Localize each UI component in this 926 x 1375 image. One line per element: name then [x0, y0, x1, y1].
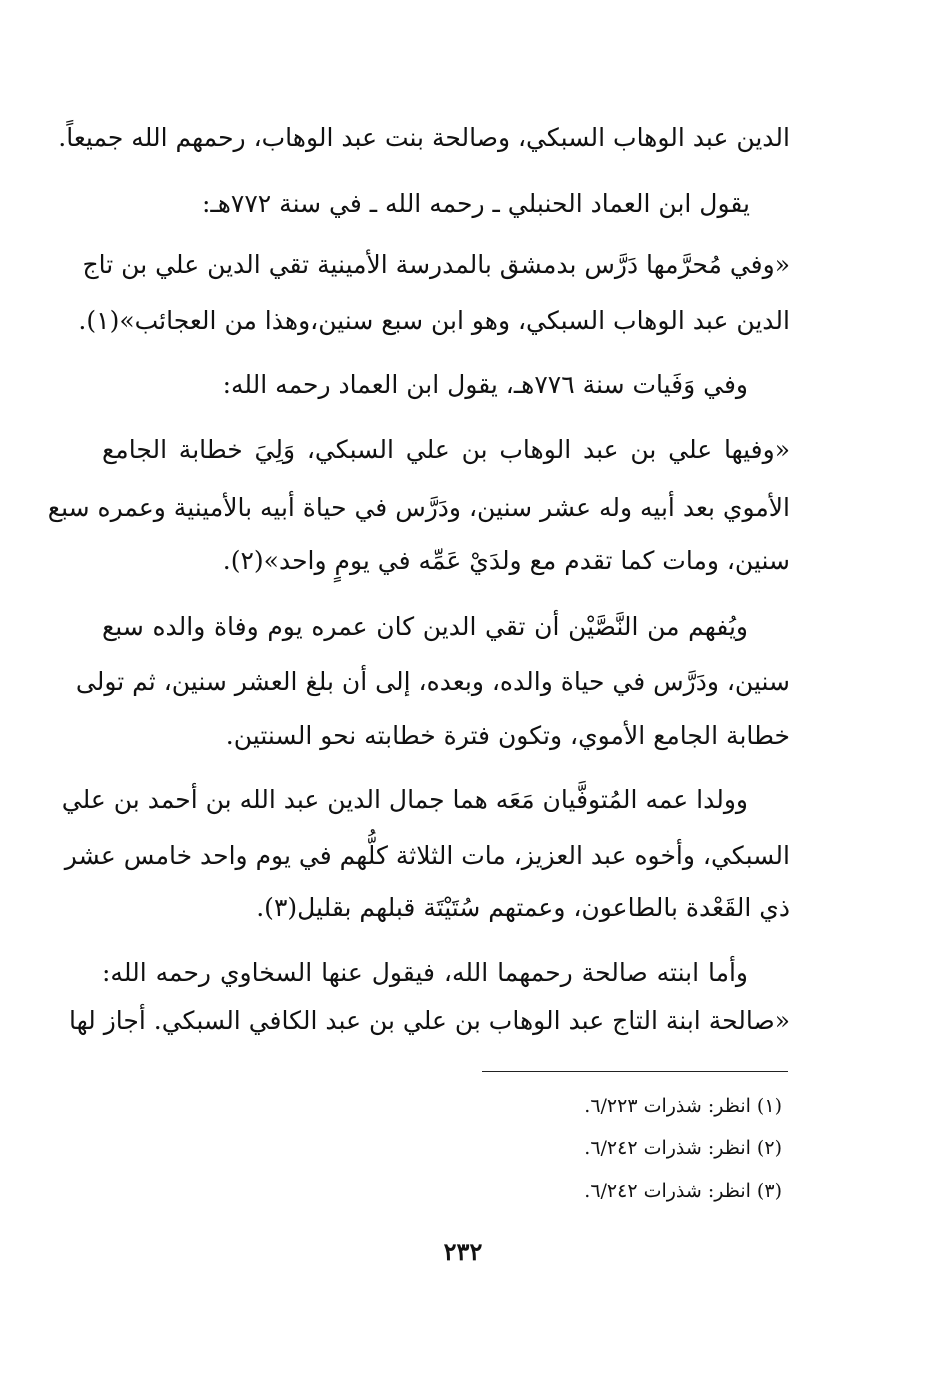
text-line-7: الأموي بعد أبيه وله عشر سنين، ودَرَّس في حياة أبيه بالأمينية وعمره سبع [47, 493, 790, 522]
text-line-12: وولدا عمه المُتوفَّيان مَعَه هما جمال الدين عبد الله بن أحمد بن علي [61, 785, 748, 814]
text-line-2: يقول ابن العماد الحنبلي ـ رحمه الله ـ في سنة ٧٧٢هـ: [201, 189, 750, 218]
text-line-14: ذي القَعْدة بالطاعون، وعمتهم سُتَيْتَة قبلهم بقليل(٣). [256, 893, 790, 922]
text-line-1: الدين عبد الوهاب السبكي، وصالحة بنت عبد الوهاب، رحمهم الله جميعاً. [58, 123, 790, 152]
footnote-separator [482, 1071, 788, 1072]
text-line-6: «وفيها علي بن عبد الوهاب بن علي السبكي، وَلِيَ خطابة الجامع [102, 435, 790, 464]
footnote-3: (٣) انظر: شذرات ٦/٢٤٢. [584, 1180, 782, 1202]
text-line-13: السبكي، وأخوه عبد العزيز، مات الثلاثة كلُّهم في يوم واحد خامس عشر [64, 841, 790, 870]
footnote-2: (٢) انظر: شذرات ٦/٢٤٢. [584, 1137, 782, 1159]
footnote-1: (١) انظر: شذرات ٦/٢٢٣. [584, 1095, 782, 1117]
text-line-8: سنين، ومات كما تقدم مع ولدَيْ عَمِّه في يومٍ واحد»(٢). [222, 546, 790, 575]
text-line-4: الدين عبد الوهاب السبكي، وهو ابن سبع سنين،وهذا من العجائب»(١). [78, 306, 790, 335]
text-line-3: «وفي مُحرَّمها دَرَّس بدمشق بالمدرسة الأمينية تقي الدين علي بن تاج [82, 250, 790, 279]
text-line-15: وأما ابنته صالحة رحمهما الله، فيقول عنها السخاوي رحمه الله: [102, 958, 748, 987]
page-number: ٢٣٢ [443, 1237, 483, 1266]
text-line-16: «صالحة ابنة التاج عبد الوهاب بن علي بن عبد الكافي السبكي. أجاز لها [69, 1006, 790, 1035]
text-line-9: ويُفهم من النَّصَّيْن أن تقي الدين كان عمره يوم وفاة والده سبع [102, 612, 748, 641]
text-line-5: وفي وَفَيات سنة ٧٧٦هـ، يقول ابن العماد رحمه الله: [222, 370, 748, 399]
text-line-11: خطابة الجامع الأموي، وتكون فترة خطابته نحو السنتين. [225, 721, 790, 750]
text-line-10: سنين، ودَرَّس في حياة والده، وبعده، إلى أن بلغ العشر سنين، ثم تولى [75, 667, 790, 696]
